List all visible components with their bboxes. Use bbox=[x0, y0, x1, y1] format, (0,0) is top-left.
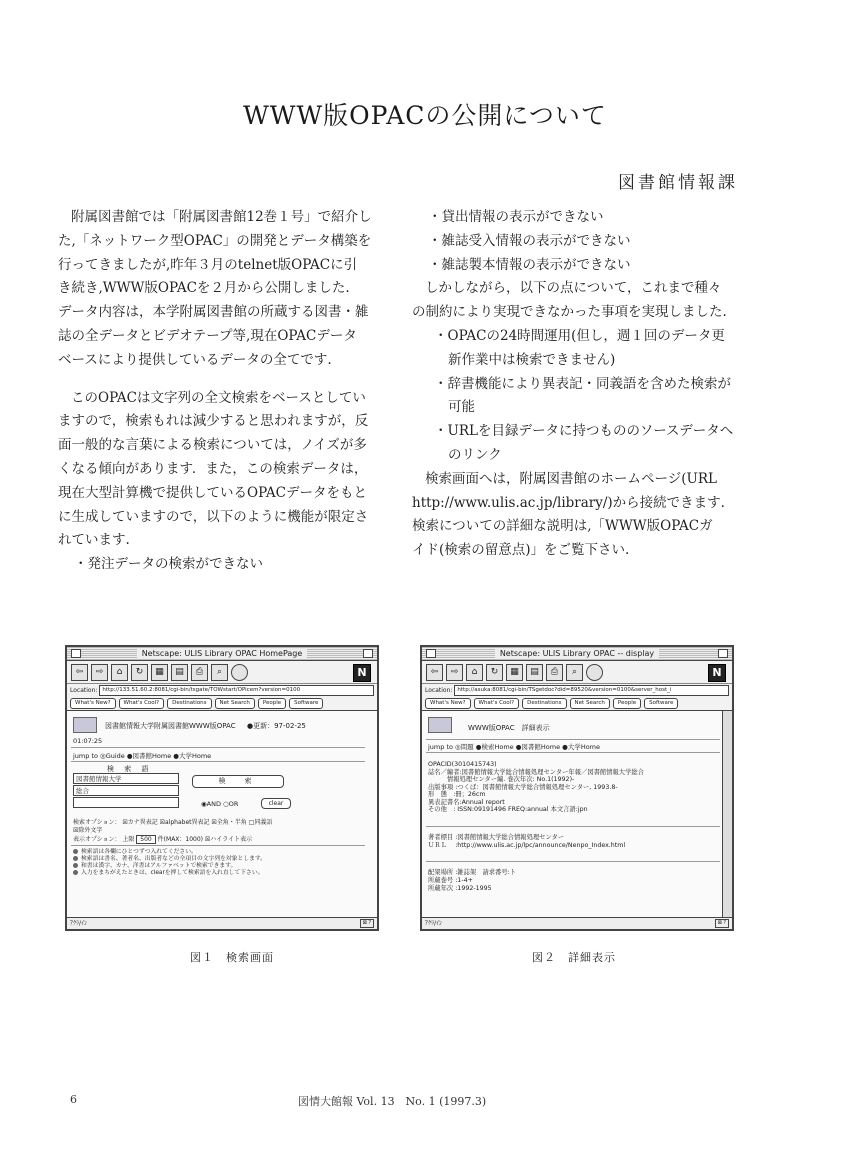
text-line: 新作業中は検索できません) bbox=[448, 351, 616, 368]
record-line: 異表記書名:Annual report bbox=[428, 798, 505, 806]
record-line: 所蔵年次 :1992-1995 bbox=[428, 885, 492, 892]
library-logo-icon bbox=[428, 717, 452, 733]
record-line: 所蔵巻号 :1-4+ bbox=[428, 877, 473, 884]
record-line: 形 態 :冊；26cm bbox=[428, 791, 486, 798]
text-line: ますので，検索もれは減少すると思われますが，反 bbox=[58, 413, 369, 430]
directory-buttons bbox=[422, 697, 732, 711]
text-line: しかしながら，以下の点について，これまで種々 bbox=[425, 280, 722, 297]
people-button[interactable]: People bbox=[613, 698, 641, 709]
text-line: 検索についての詳細な説明は,「WWW版OPACガ bbox=[412, 518, 713, 535]
bullet-line: ・雑誌製本情報の表示ができない bbox=[428, 256, 631, 273]
divider bbox=[426, 861, 720, 862]
reload-icon[interactable]: ↻ bbox=[486, 664, 503, 681]
search-notes bbox=[73, 849, 266, 877]
location-bar bbox=[67, 684, 377, 697]
search-heading: 検 索 語 bbox=[107, 765, 153, 773]
page-header: WWW版OPAC 詳細表示 bbox=[468, 724, 550, 732]
divider bbox=[71, 747, 365, 748]
display-options-rest[interactable]: 件(MAX：1000) ☒ハイライト表示 bbox=[157, 836, 253, 843]
article-title: WWW版OPACの公開について bbox=[243, 101, 607, 130]
text-line: このOPACは文字列の全文検索をベースとしてい bbox=[71, 389, 366, 406]
jump-links[interactable]: jump to ◎問題 ●検索Home ●図書館Home ●大学Home bbox=[428, 743, 601, 751]
text-line: データ内容は，本学附属図書館の所蔵する図書・雑 bbox=[58, 304, 369, 321]
record-line: 出版事項 :つくば：図書館情報大学総合情報処理センター, 1993.8- bbox=[428, 783, 618, 791]
net-search-button[interactable]: Net Search bbox=[215, 698, 255, 709]
security-icon: ⊠ ? bbox=[715, 919, 729, 928]
text-line: http://www.ulis.ac.jp/library/)から接続できます. bbox=[412, 494, 725, 511]
search-term-field-1[interactable]: 図書館情報大学 bbox=[73, 773, 179, 784]
right-column bbox=[412, 206, 748, 563]
journal-info: 図情大館報 Vol. 13 No. 1 (1997.3) bbox=[298, 1095, 487, 1108]
text-line: 行ってきましたが,昨年３月のtelnet版OPACに引 bbox=[58, 256, 358, 273]
divider bbox=[426, 752, 720, 753]
bullet-icon bbox=[73, 870, 78, 875]
record-url-line[interactable]: ＵＲＬ :http://www.ulis.ac.jp/lpc/announce/Nenpo_Index.html bbox=[428, 842, 626, 849]
text-line: に生成していますので，以下のように機能が限定さ bbox=[58, 508, 369, 525]
display-options-label: 表示オプション： 上限 bbox=[73, 836, 135, 843]
whats-new-button[interactable]: What's New? bbox=[425, 698, 471, 709]
open-icon[interactable]: ▤ bbox=[526, 664, 543, 681]
software-button[interactable]: Software bbox=[644, 698, 678, 709]
page-content bbox=[67, 711, 377, 921]
location-label: Location: bbox=[70, 687, 98, 694]
figure-caption-1: 図１ 検索画面 bbox=[190, 951, 274, 964]
record-line: その他 : ISSN:09191496 FREQ:annual 本文言語:jpn bbox=[428, 806, 588, 813]
divider bbox=[426, 739, 720, 740]
find-icon[interactable]: ⌕ bbox=[211, 664, 228, 681]
update-date: ●更新：97-02-25 bbox=[247, 722, 306, 730]
limit-input[interactable]: 500 bbox=[136, 835, 155, 844]
text-line: 附属図書館では「附属図書館12巻１号」で紹介し bbox=[71, 209, 372, 225]
note-item: 入力をまちがえたときは、clearを押して検索語を入れ直して下さい。 bbox=[73, 870, 266, 877]
window-title: Netscape: ULIS Library OPAC -- display bbox=[495, 649, 659, 658]
back-icon[interactable]: ⇦ bbox=[71, 664, 88, 681]
left-column bbox=[58, 206, 388, 577]
record-line: 著者標目 :図書館情報大学総合情報処理センター bbox=[428, 834, 565, 841]
netscape-logo-icon: N bbox=[353, 664, 371, 682]
and-or-radio[interactable]: ◉AND ○OR bbox=[201, 800, 239, 808]
text-line: の制約により実現できなかった事項を実現しました. bbox=[412, 304, 727, 321]
note-item: 検索語は各欄にひとつずつ入れてください。 bbox=[73, 849, 266, 856]
display-options bbox=[73, 834, 252, 844]
record-line: OPACID(3010415743) bbox=[428, 761, 497, 768]
window-titlebar bbox=[67, 647, 377, 661]
print-icon[interactable]: ⎙ bbox=[191, 664, 208, 681]
search-button[interactable]: 検 索 bbox=[192, 775, 284, 788]
destinations-button[interactable]: Destinations bbox=[522, 698, 566, 709]
search-options[interactable]: 検索オプション： ☒カナ異表記 ☒alphabet異表記 ☒全角・半角 □同義語 bbox=[73, 819, 273, 826]
figure-detail-screen bbox=[420, 645, 734, 931]
whats-cool-button[interactable]: What's Cool? bbox=[119, 698, 165, 709]
record-line: 配架場所 :雑誌架 請求番号:ト bbox=[428, 869, 517, 876]
forward-icon[interactable]: ⇨ bbox=[446, 664, 463, 681]
images-icon[interactable]: ▦ bbox=[506, 664, 523, 681]
location-bar bbox=[422, 684, 732, 697]
divider bbox=[71, 845, 365, 846]
back-icon[interactable]: ⇦ bbox=[426, 664, 443, 681]
location-input[interactable]: http://asuka:8081/cgi-bin/TSgetdoc?did=89520&version=0100&server_host_i bbox=[454, 685, 729, 696]
software-button[interactable]: Software bbox=[289, 698, 323, 709]
images-icon[interactable]: ▦ bbox=[151, 664, 168, 681]
zoom-box-icon[interactable] bbox=[718, 649, 728, 658]
stop-icon[interactable] bbox=[231, 664, 248, 681]
text-line: 検索画面へは，附属図書館のホームページ(URL bbox=[425, 470, 718, 487]
find-icon[interactable]: ⌕ bbox=[566, 664, 583, 681]
destinations-button[interactable]: Destinations bbox=[167, 698, 211, 709]
directory-buttons bbox=[67, 697, 377, 711]
text-line: き続き,WWW版OPACを２月から公開しました. bbox=[58, 280, 350, 297]
status-bar bbox=[67, 917, 377, 929]
search-term-field-2[interactable]: 総合 bbox=[73, 785, 179, 796]
vertical-scrollbar[interactable] bbox=[722, 711, 732, 921]
netscape-logo-icon: N bbox=[708, 664, 726, 682]
location-label: Location: bbox=[425, 687, 453, 694]
text-line: れています. bbox=[58, 532, 130, 549]
divider bbox=[426, 826, 720, 827]
holdings-record bbox=[428, 869, 516, 893]
note-item: 検索語は書名、著者名、出版者などの全項目の文字列を対象とします。 bbox=[73, 856, 266, 863]
clock-text: 01:07:25 bbox=[73, 737, 103, 745]
page-header: 図書館情報大学附属図書館WWW版OPAC bbox=[105, 722, 236, 730]
author-url-record bbox=[428, 834, 625, 850]
bullet-line: ・発注データの検索ができない bbox=[74, 556, 263, 573]
open-icon[interactable]: ▤ bbox=[171, 664, 188, 681]
browser-toolbar bbox=[67, 661, 377, 684]
bullet-icon bbox=[73, 863, 78, 868]
clear-button[interactable]: clear bbox=[261, 798, 291, 809]
figure-search-screen bbox=[65, 645, 379, 931]
text-line: 誌の全データとビデオテープ等,現在OPACデータ bbox=[58, 327, 357, 344]
jump-links[interactable]: jump to ◎Guide ●図書館Home ●大学Home bbox=[73, 752, 212, 760]
people-button[interactable]: People bbox=[258, 698, 286, 709]
bullet-icon bbox=[73, 856, 78, 861]
author-department: 図書館情報課 bbox=[618, 173, 738, 193]
text-line: た,「ネットワーク型OPAC」の開発とデータ構築を bbox=[58, 232, 372, 249]
note-item: 和書は漢字、カナ、洋書はアルファベットで検索できます。 bbox=[73, 863, 266, 870]
status-bar bbox=[422, 917, 732, 929]
bullet-line: ・OPACの24時間運用(但し，週１回のデータ更 bbox=[434, 327, 725, 344]
browser-toolbar bbox=[422, 661, 732, 684]
status-text: ｱｸﾗ/ｲﾝ bbox=[425, 920, 443, 927]
bibliographic-record bbox=[428, 761, 644, 814]
search-term-field-3[interactable] bbox=[73, 797, 179, 808]
text-line: のリンク bbox=[448, 446, 502, 463]
page-number: 6 bbox=[70, 1093, 77, 1106]
whats-new-button[interactable]: What's New? bbox=[70, 698, 116, 709]
stop-icon[interactable] bbox=[586, 664, 603, 681]
location-input[interactable]: http://133.51.60.2:8081/cgi-bin/tsgate/TOWstart/OPicem?version=0100 bbox=[99, 685, 374, 696]
whats-cool-button[interactable]: What's Cool? bbox=[474, 698, 520, 709]
net-search-button[interactable]: Net Search bbox=[570, 698, 610, 709]
text-line: 可能 bbox=[448, 399, 475, 416]
page-content bbox=[422, 711, 732, 921]
record-line: 誌名／編者:図書館情報大学総合情報処理センター年報／図書館情報大学総合 bbox=[428, 768, 644, 776]
text-line: イド(検索の留意点)」をご覧下さい. bbox=[412, 542, 630, 559]
bullet-line: ・URLを目録データに持つもののソースデータへ bbox=[434, 423, 734, 440]
search-options-exclude[interactable]: ☒除外文字 bbox=[73, 827, 103, 834]
record-line: 情報処理センター編. 巻次年次: No.1(1992)- bbox=[428, 776, 575, 783]
bullet-icon bbox=[73, 849, 78, 854]
bullet-line: ・雑誌受入情報の表示ができない bbox=[428, 232, 631, 249]
print-icon[interactable]: ⎙ bbox=[546, 664, 563, 681]
library-logo-icon bbox=[73, 717, 97, 733]
bullet-line: ・貸出情報の表示ができない bbox=[428, 209, 604, 225]
text-line: 面一般的な言葉による検索については，ノイズが多 bbox=[58, 437, 367, 454]
bullet-line: ・辞書機能により異表記・同義語を含めた検索が bbox=[434, 375, 731, 392]
security-icon: ⊠ ? bbox=[360, 919, 374, 928]
text-line: ベースにより提供しているデータの全てです. bbox=[58, 351, 332, 368]
home-icon[interactable]: ⌂ bbox=[111, 664, 128, 681]
forward-icon[interactable]: ⇨ bbox=[91, 664, 108, 681]
divider bbox=[71, 761, 365, 762]
reload-icon[interactable]: ↻ bbox=[131, 664, 148, 681]
home-icon[interactable]: ⌂ bbox=[466, 664, 483, 681]
figure-caption-2: 図２ 詳細表示 bbox=[532, 951, 616, 964]
status-text: ｱｸﾗ/ｲﾝ bbox=[70, 920, 88, 927]
zoom-box-icon[interactable] bbox=[363, 649, 373, 658]
close-box-icon[interactable] bbox=[426, 649, 436, 658]
close-box-icon[interactable] bbox=[71, 649, 81, 658]
text-line: 現在大型計算機で提供しているOPACデータをもと bbox=[58, 484, 367, 501]
window-title: Netscape: ULIS Library OPAC HomePage bbox=[137, 649, 308, 658]
text-line: くなる傾向があります．また，この検索データは， bbox=[58, 460, 368, 477]
window-titlebar bbox=[422, 647, 732, 661]
